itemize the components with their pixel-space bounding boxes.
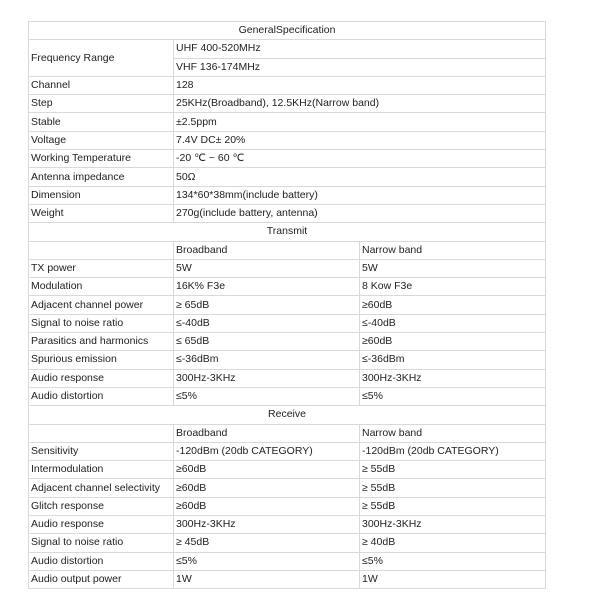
column-header-row [29, 241, 546, 259]
table-row [29, 570, 546, 588]
broadband-column-header: Broadband [174, 424, 360, 442]
table-row [29, 516, 546, 534]
row-label: Sensitivity [29, 442, 174, 460]
narrow-band-value: ≥ 40dB [360, 534, 546, 552]
row-label: Glitch response [29, 497, 174, 515]
row-label: Weight [29, 204, 174, 222]
table-row [29, 168, 546, 186]
narrow-band-value: ≥60dB [360, 333, 546, 351]
broadband-value: 300Hz-3KHz [174, 369, 360, 387]
section-header-row [29, 22, 546, 40]
row-label: Stable [29, 113, 174, 131]
table-row [29, 314, 546, 332]
row-label: Intermodulation [29, 461, 174, 479]
table-row [29, 497, 546, 515]
table-row [29, 479, 546, 497]
row-label: Signal to noise ratio [29, 534, 174, 552]
narrow-band-value: ≥ 55dB [360, 461, 546, 479]
table-row [29, 150, 546, 168]
broadband-value: ≥60dB [174, 461, 360, 479]
row-value: -20 ℃ ~ 60 ℃ [174, 150, 546, 168]
narrow-band-value: ≤-40dB [360, 314, 546, 332]
narrow-band-value: ≤5% [360, 552, 546, 570]
table-row [29, 296, 546, 314]
table-row [29, 552, 546, 570]
broadband-column-header: Broadband [174, 241, 360, 259]
transmit-section-title: Transmit [29, 223, 546, 241]
broadband-value: 16K% F3e [174, 278, 360, 296]
table-row [29, 40, 546, 58]
row-label: Working Temperature [29, 150, 174, 168]
table-row [29, 351, 546, 369]
row-label: Spurious emission [29, 351, 174, 369]
broadband-value: 300Hz-3KHz [174, 516, 360, 534]
narrow-band-value: 300Hz-3KHz [360, 516, 546, 534]
table-row [29, 461, 546, 479]
row-label: Frequency Range [29, 40, 174, 77]
row-label: Modulation [29, 278, 174, 296]
narrow-band-value: -120dBm (20db CATEGORY) [360, 442, 546, 460]
row-value: 50Ω [174, 168, 546, 186]
narrow-band-column-header: Narrow band [360, 241, 546, 259]
section-header-row [29, 406, 546, 424]
table-row [29, 186, 546, 204]
specification-table [28, 21, 546, 589]
row-label: Dimension [29, 186, 174, 204]
column-header-row [29, 424, 546, 442]
narrow-band-value: ≥ 55dB [360, 497, 546, 515]
broadband-value: ≥60dB [174, 497, 360, 515]
table-row [29, 131, 546, 149]
row-label: Adjacent channel power [29, 296, 174, 314]
broadband-value: ≥ 45dB [174, 534, 360, 552]
table-row [29, 95, 546, 113]
row-value: 128 [174, 76, 546, 94]
row-label: Voltage [29, 131, 174, 149]
broadband-value: 1W [174, 570, 360, 588]
narrow-band-value: 8 Kow F3e [360, 278, 546, 296]
narrow-band-value: 1W [360, 570, 546, 588]
table-row [29, 387, 546, 405]
broadband-value: ≤-36dBm [174, 351, 360, 369]
row-value: 134*60*38mm(include battery) [174, 186, 546, 204]
broadband-value: ≤-40dB [174, 314, 360, 332]
narrow-band-value: ≤5% [360, 387, 546, 405]
narrow-band-value: ≤-36dBm [360, 351, 546, 369]
general-section-title: GeneralSpecification [29, 22, 546, 40]
narrow-band-value: ≥ 55dB [360, 479, 546, 497]
table-row [29, 204, 546, 222]
row-value: 7.4V DC± 20% [174, 131, 546, 149]
row-label: Audio output power [29, 570, 174, 588]
row-label: Audio distortion [29, 552, 174, 570]
row-value: ±2.5ppm [174, 113, 546, 131]
broadband-value: ≤5% [174, 552, 360, 570]
broadband-value: 5W [174, 259, 360, 277]
table-row [29, 278, 546, 296]
broadband-value: ≤5% [174, 387, 360, 405]
table-row [29, 76, 546, 94]
empty-header-cell [29, 241, 174, 259]
narrow-band-value: 300Hz-3KHz [360, 369, 546, 387]
row-label: Signal to noise ratio [29, 314, 174, 332]
narrow-band-value: 5W [360, 259, 546, 277]
row-label: Antenna impedance [29, 168, 174, 186]
broadband-value: ≥ 65dB [174, 296, 360, 314]
broadband-value: ≥60dB [174, 479, 360, 497]
narrow-band-column-header: Narrow band [360, 424, 546, 442]
table-row [29, 333, 546, 351]
broadband-value: ≤ 65dB [174, 333, 360, 351]
row-label: Step [29, 95, 174, 113]
row-label: Channel [29, 76, 174, 94]
row-value: 25KHz(Broadband), 12.5KHz(Narrow band) [174, 95, 546, 113]
empty-header-cell [29, 424, 174, 442]
row-label: TX power [29, 259, 174, 277]
row-value: VHF 136-174MHz [174, 58, 546, 76]
row-label: Audio response [29, 516, 174, 534]
table-row [29, 113, 546, 131]
row-value: UHF 400-520MHz [174, 40, 546, 58]
broadband-value: -120dBm (20db CATEGORY) [174, 442, 360, 460]
row-label: Adjacent channel selectivity [29, 479, 174, 497]
narrow-band-value: ≥60dB [360, 296, 546, 314]
row-label: Audio distortion [29, 387, 174, 405]
table-row [29, 369, 546, 387]
row-label: Parasitics and harmonics [29, 333, 174, 351]
table-row [29, 259, 546, 277]
row-value: 270g(include battery, antenna) [174, 204, 546, 222]
section-header-row [29, 223, 546, 241]
receive-section-title: Receive [29, 406, 546, 424]
row-label: Audio response [29, 369, 174, 387]
table-row [29, 442, 546, 460]
table-row [29, 534, 546, 552]
